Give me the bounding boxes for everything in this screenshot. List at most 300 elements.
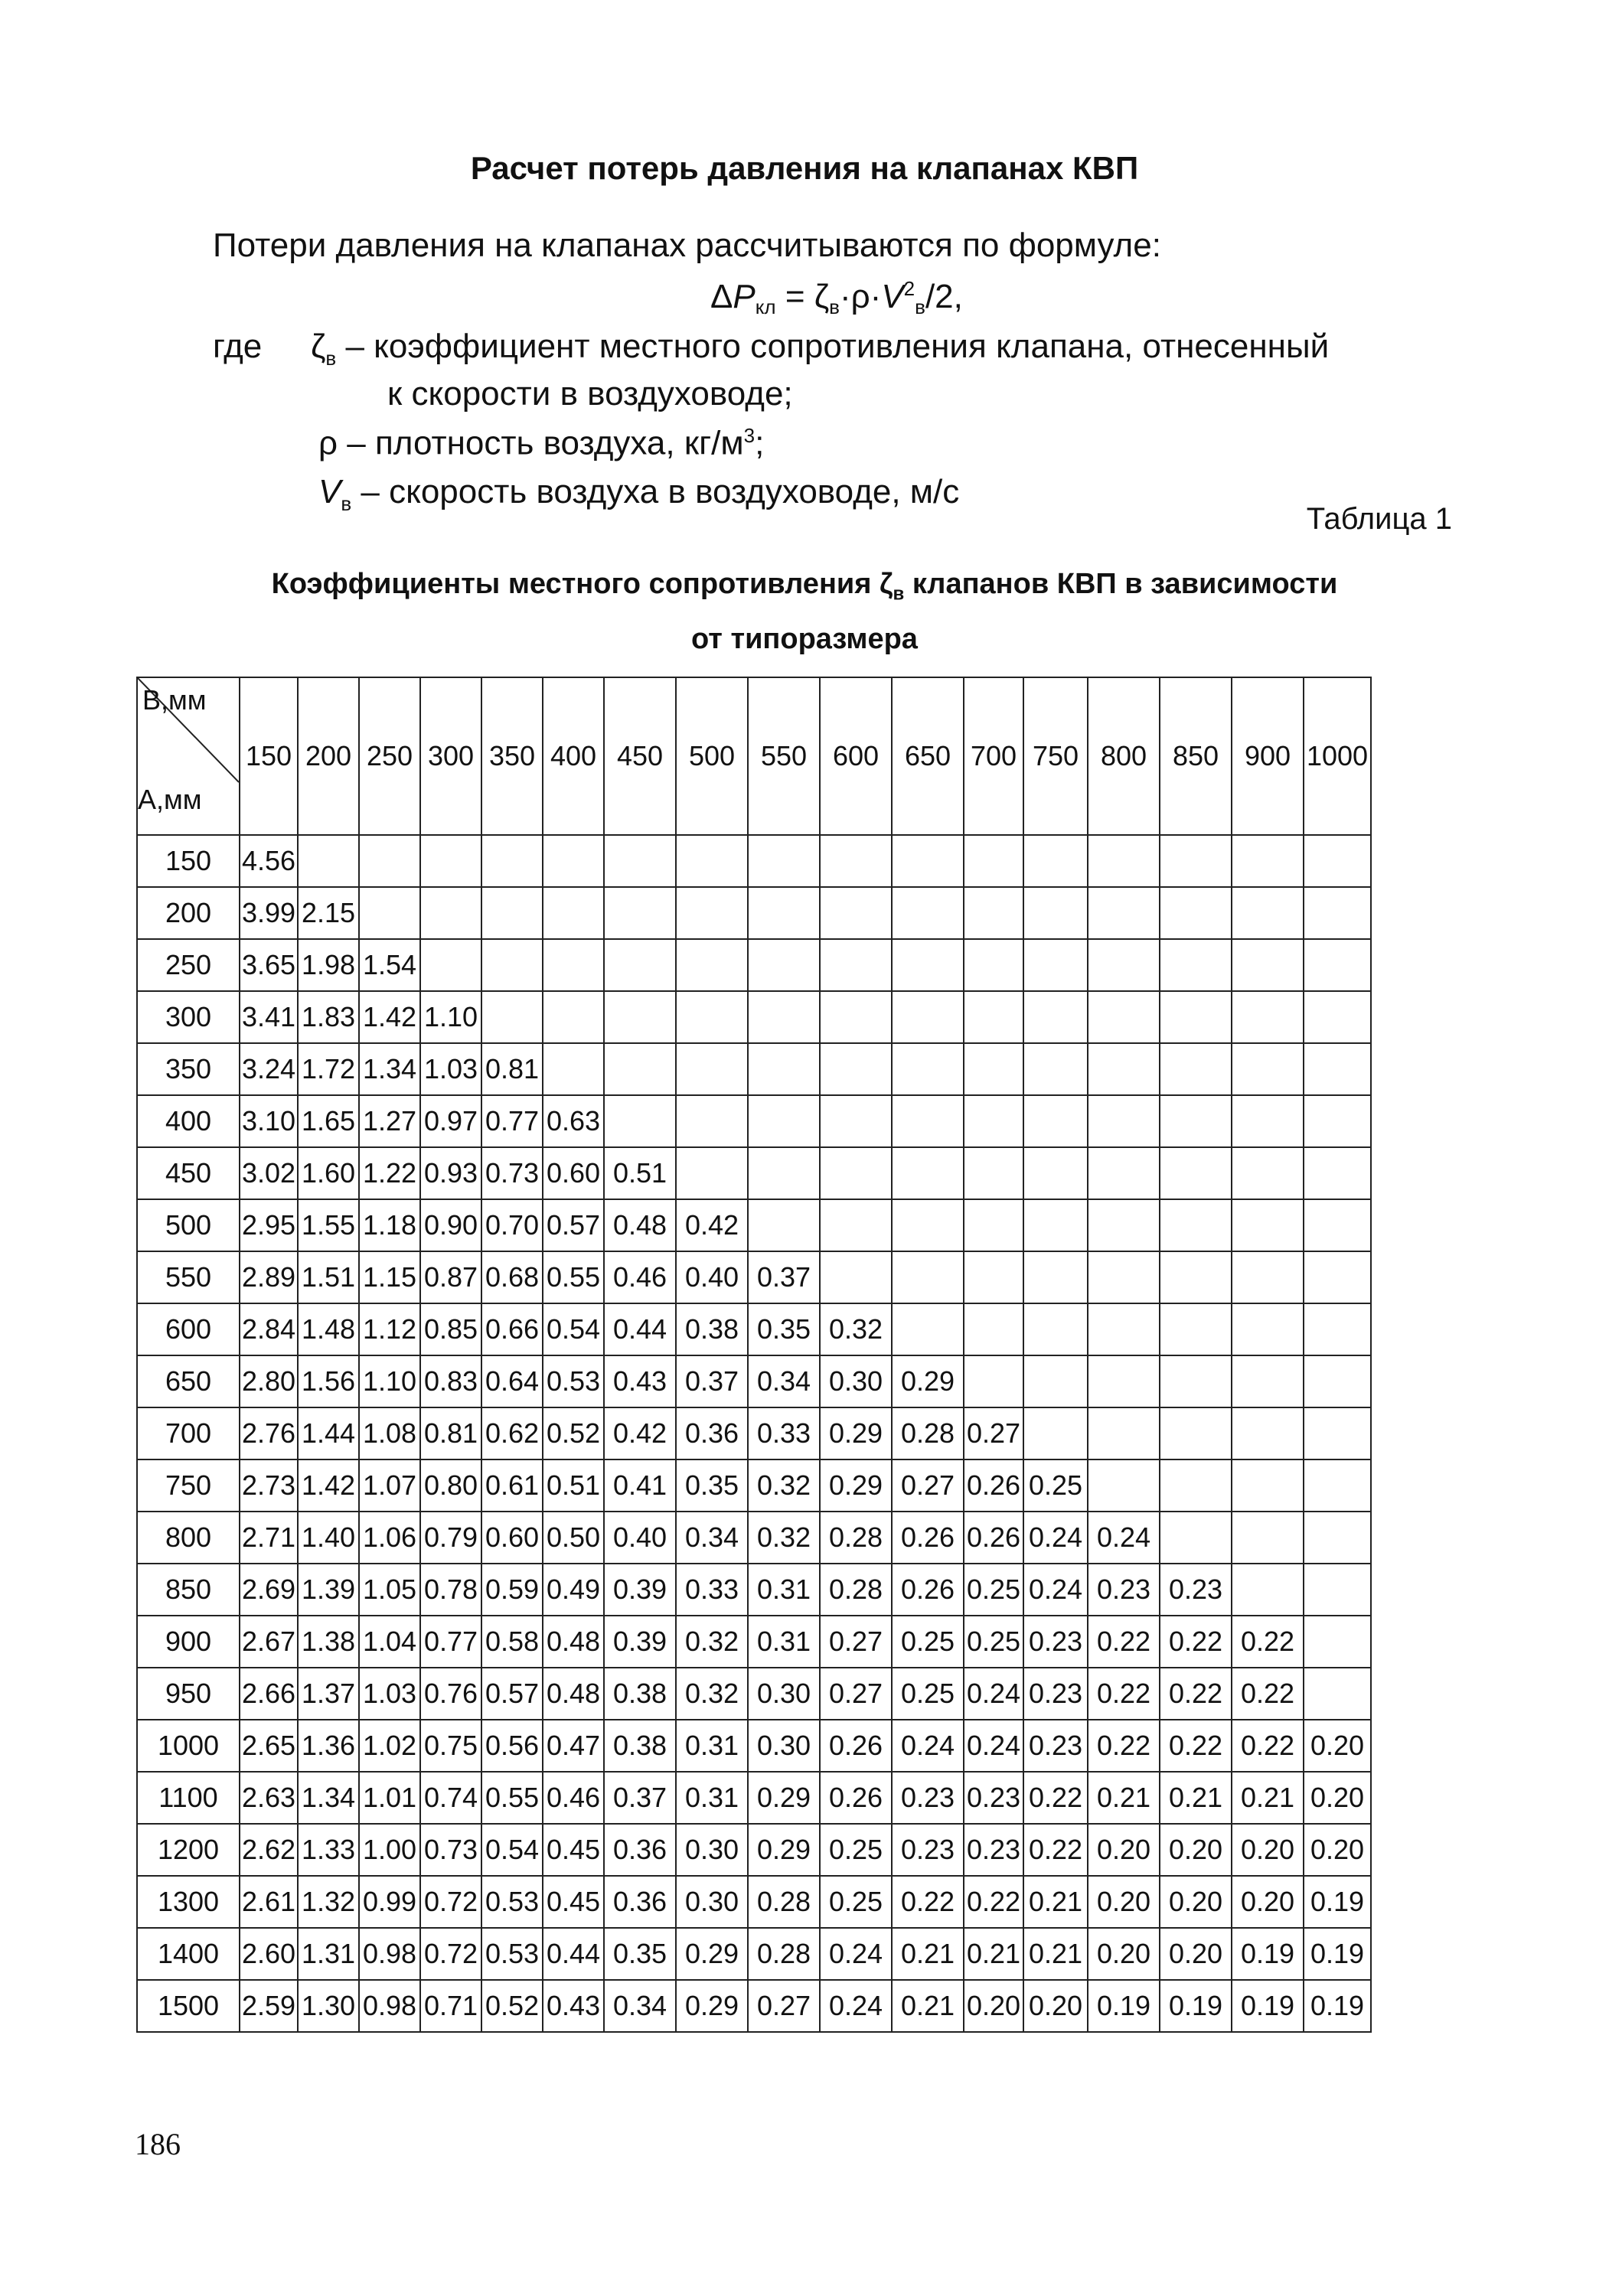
table-cell: 0.30 <box>820 1355 892 1407</box>
table-cell: 0.22 <box>892 1876 964 1928</box>
table-cell <box>604 991 676 1043</box>
table-cell: 0.20 <box>1232 1824 1304 1876</box>
table-cell: 0.68 <box>481 1251 543 1303</box>
row-header: 400 <box>137 1095 240 1147</box>
b-axis-label: В,мм <box>142 684 207 716</box>
definition-where: где <box>213 328 263 365</box>
a-axis-label: А,мм <box>138 784 202 815</box>
table-cell <box>481 991 543 1043</box>
table-cell: 0.93 <box>420 1147 481 1199</box>
table-cell: 1.03 <box>420 1043 481 1095</box>
table-cell: 0.34 <box>748 1355 820 1407</box>
table-cell: 0.76 <box>420 1668 481 1720</box>
table-cell: 0.38 <box>604 1720 676 1772</box>
table-cell: 0.37 <box>604 1772 676 1824</box>
row-header: 600 <box>137 1303 240 1355</box>
table-cell <box>1160 887 1232 939</box>
table-cell: 0.57 <box>481 1668 543 1720</box>
table-cell: 0.40 <box>604 1512 676 1564</box>
table-row <box>137 991 1371 1043</box>
row-header: 450 <box>137 1147 240 1199</box>
table-cell <box>748 1095 820 1147</box>
table-cell: 0.46 <box>604 1251 676 1303</box>
table-cell <box>1304 1355 1371 1407</box>
row-header: 1000 <box>137 1720 240 1772</box>
table-cell <box>1023 1199 1088 1251</box>
table-cell <box>964 991 1023 1043</box>
table-cell: 0.45 <box>543 1876 604 1928</box>
table-cell: 0.83 <box>420 1355 481 1407</box>
table-cell: 0.48 <box>604 1199 676 1251</box>
table-cell <box>676 835 748 887</box>
table-cell <box>676 991 748 1043</box>
table-cell <box>1304 1459 1371 1512</box>
table-row <box>137 1459 1371 1512</box>
table-cell <box>1088 1407 1160 1459</box>
table-cell: 0.25 <box>1023 1459 1088 1512</box>
column-header: 300 <box>420 677 481 835</box>
table-cell <box>1232 1512 1304 1564</box>
table-cell <box>298 835 359 887</box>
table-cell: 1.31 <box>298 1928 359 1980</box>
row-header: 150 <box>137 835 240 887</box>
table-cell: 0.30 <box>676 1824 748 1876</box>
table-cell <box>1023 1407 1088 1459</box>
table-cell <box>1088 1251 1160 1303</box>
table-cell <box>481 887 543 939</box>
table-cell <box>1160 1303 1232 1355</box>
table-cell: 0.22 <box>1088 1720 1160 1772</box>
table-cell: 3.99 <box>240 887 298 939</box>
table-cell: 0.19 <box>1160 1980 1232 2032</box>
table-cell <box>1160 1355 1232 1407</box>
column-header: 800 <box>1088 677 1160 835</box>
table-cell: 0.35 <box>676 1459 748 1512</box>
table-cell: 0.33 <box>748 1407 820 1459</box>
table-cell: 0.71 <box>420 1980 481 2032</box>
table-row <box>137 1824 1371 1876</box>
table-cell: 2.89 <box>240 1251 298 1303</box>
table-cell <box>820 1043 892 1095</box>
table-row <box>137 939 1371 991</box>
table-cell: 4.56 <box>240 835 298 887</box>
table-cell <box>1023 1043 1088 1095</box>
table-cell <box>820 1147 892 1199</box>
table-cell: 0.34 <box>604 1980 676 2032</box>
table-cell <box>1304 1407 1371 1459</box>
table-row <box>137 1303 1371 1355</box>
table-cell: 0.39 <box>604 1564 676 1616</box>
table-row <box>137 1199 1371 1251</box>
table-cell: 0.24 <box>820 1928 892 1980</box>
table-cell: 0.52 <box>543 1407 604 1459</box>
table-cell: 2.62 <box>240 1824 298 1876</box>
column-header: 350 <box>481 677 543 835</box>
table-cell: 0.54 <box>543 1303 604 1355</box>
table-cell: 0.25 <box>892 1616 964 1668</box>
table-cell <box>1304 939 1371 991</box>
table-cell: 1.34 <box>298 1772 359 1824</box>
table-row <box>137 1147 1371 1199</box>
table-cell: 0.23 <box>1023 1616 1088 1668</box>
table-caption-line2: от типоразмера <box>691 623 918 655</box>
table-cell <box>481 939 543 991</box>
table-cell: 0.42 <box>676 1199 748 1251</box>
table-body <box>137 835 1371 2032</box>
table-cell: 0.53 <box>481 1928 543 1980</box>
table-cell: 0.62 <box>481 1407 543 1459</box>
table-cell <box>604 1043 676 1095</box>
table-cell: 0.81 <box>420 1407 481 1459</box>
table-cell <box>1160 939 1232 991</box>
table-cell: 1.33 <box>298 1824 359 1876</box>
table-cell: 0.35 <box>604 1928 676 1980</box>
table-cell: 0.48 <box>543 1616 604 1668</box>
table-cell: 0.25 <box>964 1564 1023 1616</box>
table-cell: 0.97 <box>420 1095 481 1147</box>
table-cell: 0.45 <box>543 1824 604 1876</box>
table-header-row <box>137 677 1371 835</box>
table-row <box>137 1928 1371 1980</box>
table-cell: 0.42 <box>604 1407 676 1459</box>
table-cell <box>543 991 604 1043</box>
coefficient-table <box>136 677 1372 2033</box>
table-cell <box>748 835 820 887</box>
table-cell <box>1088 1147 1160 1199</box>
table-cell <box>359 835 420 887</box>
table-cell <box>1160 1407 1232 1459</box>
table-cell: 3.65 <box>240 939 298 991</box>
table-cell: 0.30 <box>676 1876 748 1928</box>
table-cell: 0.19 <box>1088 1980 1160 2032</box>
table-cell <box>1160 1251 1232 1303</box>
table-cell <box>820 991 892 1043</box>
table-cell <box>1088 1303 1160 1355</box>
table-cell <box>420 939 481 991</box>
table-cell: 1.06 <box>359 1512 420 1564</box>
table-cell <box>543 939 604 991</box>
table-cell: 0.38 <box>604 1668 676 1720</box>
row-header: 1100 <box>137 1772 240 1824</box>
table-cell <box>1304 1095 1371 1147</box>
table-cell: 0.22 <box>1232 1616 1304 1668</box>
row-header: 1500 <box>137 1980 240 2032</box>
table-cell: 0.24 <box>1088 1512 1160 1564</box>
table-cell <box>892 1199 964 1251</box>
page-title: Расчет потерь давления на клапанах КВП <box>470 150 1139 186</box>
table-cell: 0.35 <box>748 1303 820 1355</box>
table-cell: 1.08 <box>359 1407 420 1459</box>
table-cell: 0.24 <box>964 1668 1023 1720</box>
table-cell: 2.71 <box>240 1512 298 1564</box>
table-cell: 0.52 <box>481 1980 543 2032</box>
table-cell: 0.22 <box>1088 1616 1160 1668</box>
table-cell <box>964 1147 1023 1199</box>
table-cell <box>1232 1147 1304 1199</box>
table-cell <box>892 991 964 1043</box>
table-cell <box>1088 1095 1160 1147</box>
table-cell <box>1304 1303 1371 1355</box>
table-cell <box>892 1043 964 1095</box>
table-cell: 0.73 <box>420 1824 481 1876</box>
table-cell: 2.67 <box>240 1616 298 1668</box>
table-cell: 0.20 <box>1304 1720 1371 1772</box>
table-cell <box>1160 1459 1232 1512</box>
table-cell: 0.81 <box>481 1043 543 1095</box>
table-cell: 0.53 <box>543 1355 604 1407</box>
table-cell: 2.76 <box>240 1407 298 1459</box>
column-header: 400 <box>543 677 604 835</box>
table-cell <box>964 1251 1023 1303</box>
table-row <box>137 1772 1371 1824</box>
formula: $\Delta P_{кл} = \zeta_в\cdot\rho\cdot V^2_в/2$, <box>710 277 963 318</box>
table-cell <box>676 887 748 939</box>
table-cell: 1.12 <box>359 1303 420 1355</box>
table-cell <box>1232 887 1304 939</box>
table-cell: 0.46 <box>543 1772 604 1824</box>
table-cell: 2.73 <box>240 1459 298 1512</box>
table-cell: 0.80 <box>420 1459 481 1512</box>
table-cell: 0.85 <box>420 1303 481 1355</box>
table-cell <box>1232 991 1304 1043</box>
table-cell <box>748 887 820 939</box>
table-cell <box>892 1095 964 1147</box>
table-cell: 0.72 <box>420 1876 481 1928</box>
column-header: 600 <box>820 677 892 835</box>
table-cell <box>1088 835 1160 887</box>
table-cell <box>964 1043 1023 1095</box>
table-cell: 0.66 <box>481 1303 543 1355</box>
table-cell: 0.32 <box>676 1616 748 1668</box>
table-cell <box>1160 1043 1232 1095</box>
table-cell: 0.36 <box>604 1824 676 1876</box>
table-cell: 0.19 <box>1232 1980 1304 2032</box>
table-cell: 0.36 <box>676 1407 748 1459</box>
table-cell: 2.60 <box>240 1928 298 1980</box>
table-cell: 1.54 <box>359 939 420 991</box>
table-row <box>137 1564 1371 1616</box>
table-cell: 0.21 <box>1160 1772 1232 1824</box>
table-row <box>137 1407 1371 1459</box>
table-cell: 0.51 <box>543 1459 604 1512</box>
table-cell <box>1304 835 1371 887</box>
table-cell <box>1088 991 1160 1043</box>
table-cell <box>1232 1043 1304 1095</box>
table-cell: 1.36 <box>298 1720 359 1772</box>
table-row <box>137 1512 1371 1564</box>
table-cell: 1.05 <box>359 1564 420 1616</box>
table-cell <box>748 1043 820 1095</box>
table-cell <box>820 835 892 887</box>
table-cell: 1.34 <box>359 1043 420 1095</box>
table-cell <box>543 1043 604 1095</box>
row-header: 650 <box>137 1355 240 1407</box>
table-cell: 0.19 <box>1304 1876 1371 1928</box>
table-cell: 0.28 <box>748 1928 820 1980</box>
table-cell: 0.28 <box>748 1876 820 1928</box>
table-cell <box>892 1251 964 1303</box>
table-cell <box>420 835 481 887</box>
table-cell <box>604 939 676 991</box>
table-cell: 0.25 <box>892 1668 964 1720</box>
table-cell: 0.70 <box>481 1199 543 1251</box>
table-cell: 1.98 <box>298 939 359 991</box>
table-cell: 0.32 <box>676 1668 748 1720</box>
table-cell: 0.24 <box>964 1720 1023 1772</box>
table-cell: 0.37 <box>676 1355 748 1407</box>
table-cell: 1.01 <box>359 1772 420 1824</box>
table-cell <box>748 1199 820 1251</box>
page-number: 186 <box>135 2127 181 2161</box>
table-cell <box>1023 1251 1088 1303</box>
table-cell: 2.84 <box>240 1303 298 1355</box>
table-cell: 0.29 <box>820 1407 892 1459</box>
table-cell: 1.56 <box>298 1355 359 1407</box>
table-cell <box>820 1251 892 1303</box>
table-row <box>137 1668 1371 1720</box>
table-cell: 0.20 <box>1088 1824 1160 1876</box>
row-header: 550 <box>137 1251 240 1303</box>
table-cell: 0.72 <box>420 1928 481 1980</box>
table-cell: 0.44 <box>543 1928 604 1980</box>
table-cell <box>420 887 481 939</box>
table-cell: 0.22 <box>1232 1720 1304 1772</box>
table-cell: 0.27 <box>748 1980 820 2032</box>
column-header: 1000 <box>1304 677 1371 835</box>
table-cell: 1.40 <box>298 1512 359 1564</box>
table-cell: 1.83 <box>298 991 359 1043</box>
table-cell: 0.55 <box>543 1251 604 1303</box>
table-cell: 1.15 <box>359 1251 420 1303</box>
table-cell: 0.20 <box>1160 1824 1232 1876</box>
table-cell: 0.37 <box>748 1251 820 1303</box>
table-cell: 0.26 <box>820 1720 892 1772</box>
column-header: 700 <box>964 677 1023 835</box>
table-cell: 0.53 <box>481 1876 543 1928</box>
table-cell: 1.30 <box>298 1980 359 2032</box>
table-cell: 0.23 <box>892 1824 964 1876</box>
table-cell: 0.34 <box>676 1512 748 1564</box>
table-cell: 0.26 <box>964 1512 1023 1564</box>
table-cell <box>543 887 604 939</box>
table-cell: 0.38 <box>676 1303 748 1355</box>
table-cell <box>1304 1512 1371 1564</box>
table-cell: 1.07 <box>359 1459 420 1512</box>
table-cell: 0.33 <box>676 1564 748 1616</box>
table-cell <box>543 835 604 887</box>
table-cell: 2.66 <box>240 1668 298 1720</box>
table-cell: 0.21 <box>964 1928 1023 1980</box>
table-cell: 0.29 <box>748 1772 820 1824</box>
table-cell: 0.36 <box>604 1876 676 1928</box>
table-cell: 1.39 <box>298 1564 359 1616</box>
table-cell <box>1304 1564 1371 1616</box>
table-row <box>137 1980 1371 2032</box>
table-cell <box>1304 1616 1371 1668</box>
table-cell <box>1023 1303 1088 1355</box>
table-cell <box>604 1095 676 1147</box>
table-cell: 0.25 <box>964 1616 1023 1668</box>
row-header: 200 <box>137 887 240 939</box>
row-header: 900 <box>137 1616 240 1668</box>
column-header: 500 <box>676 677 748 835</box>
table-cell: 0.22 <box>1160 1720 1232 1772</box>
table-cell: 0.26 <box>964 1459 1023 1512</box>
row-header: 1400 <box>137 1928 240 1980</box>
table-cell: 1.03 <box>359 1668 420 1720</box>
table-cell: 0.51 <box>604 1147 676 1199</box>
table-cell <box>1232 939 1304 991</box>
table-cell <box>1088 1043 1160 1095</box>
table-cell: 0.63 <box>543 1095 604 1147</box>
table-cell: 0.74 <box>420 1772 481 1824</box>
row-header: 1200 <box>137 1824 240 1876</box>
table-cell <box>964 887 1023 939</box>
table-cell <box>1160 1512 1232 1564</box>
table-cell <box>1023 991 1088 1043</box>
table-cell: 0.20 <box>1232 1876 1304 1928</box>
table-cell <box>1088 1459 1160 1512</box>
table-cell: 0.27 <box>820 1616 892 1668</box>
table-cell <box>964 1199 1023 1251</box>
table-cell: 1.00 <box>359 1824 420 1876</box>
table-cell: 0.21 <box>892 1980 964 2032</box>
table-cell <box>964 1355 1023 1407</box>
table-cell: 3.02 <box>240 1147 298 1199</box>
table-cell: 1.65 <box>298 1095 359 1147</box>
table-cell <box>892 835 964 887</box>
table-cell: 1.02 <box>359 1720 420 1772</box>
table-cell: 0.28 <box>892 1407 964 1459</box>
table-cell: 3.24 <box>240 1043 298 1095</box>
table-cell: 0.75 <box>420 1720 481 1772</box>
table-cell: 1.37 <box>298 1668 359 1720</box>
table-row <box>137 1043 1371 1095</box>
table-cell: 0.79 <box>420 1512 481 1564</box>
table-cell: 2.15 <box>298 887 359 939</box>
table-cell: 1.10 <box>420 991 481 1043</box>
definition-velocity: $V_в$ – скорость воздуха в воздуховоде, м/с <box>318 473 960 515</box>
table-cell: 1.38 <box>298 1616 359 1668</box>
row-header: 950 <box>137 1668 240 1720</box>
table-cell: 0.31 <box>748 1564 820 1616</box>
table-cell: 2.65 <box>240 1720 298 1772</box>
row-header: 300 <box>137 991 240 1043</box>
table-cell <box>676 1147 748 1199</box>
table-cell: 0.30 <box>748 1720 820 1772</box>
table-row <box>137 1355 1371 1407</box>
column-header: 150 <box>240 677 298 835</box>
table-cell: 3.41 <box>240 991 298 1043</box>
table-cell <box>892 939 964 991</box>
table-cell <box>1160 1199 1232 1251</box>
table-cell <box>676 939 748 991</box>
table-cell: 0.40 <box>676 1251 748 1303</box>
row-header: 500 <box>137 1199 240 1251</box>
column-header: 850 <box>1160 677 1232 835</box>
table-cell: 1.04 <box>359 1616 420 1668</box>
table-cell: 0.26 <box>820 1772 892 1824</box>
table-cell <box>1232 1459 1304 1512</box>
table-cell: 0.22 <box>1023 1824 1088 1876</box>
table-cell <box>1232 1251 1304 1303</box>
table-cell: 0.77 <box>420 1616 481 1668</box>
table-cell: 0.26 <box>892 1512 964 1564</box>
table-row <box>137 1876 1371 1928</box>
table-cell: 0.25 <box>820 1876 892 1928</box>
table-cell <box>1304 1251 1371 1303</box>
table-cell: 0.22 <box>1023 1772 1088 1824</box>
